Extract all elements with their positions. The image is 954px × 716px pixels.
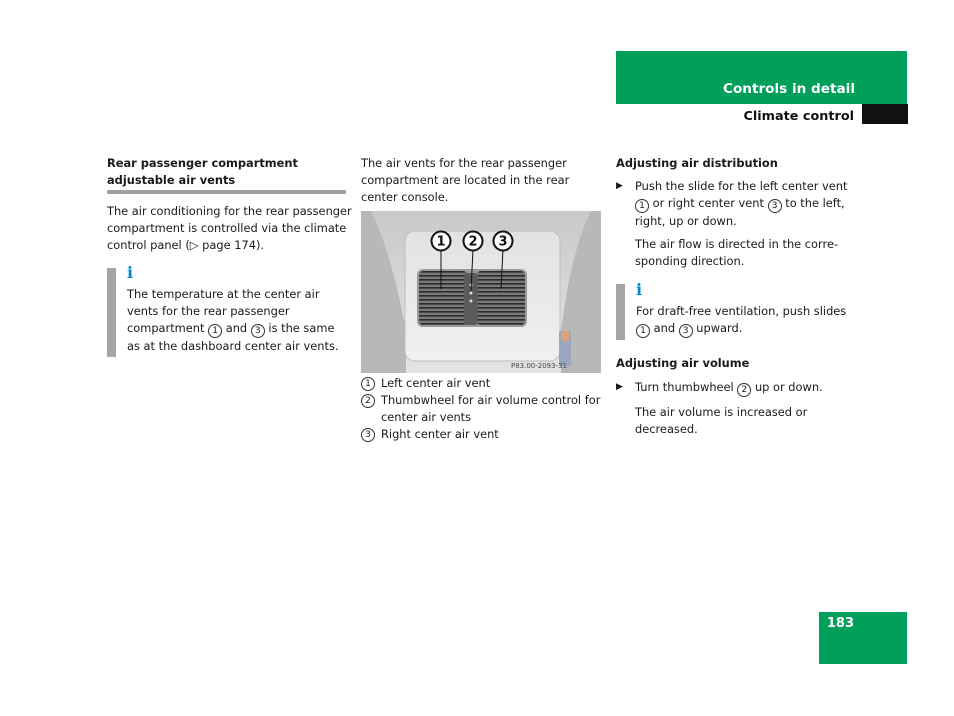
column-left (107, 155, 352, 189)
info-note-2 (636, 281, 851, 338)
step2-text-a: Turn thumbwheel (635, 380, 738, 394)
note-text-b: is the same as at the dashboard center air vents. (127, 321, 339, 353)
legend-num: 3 (361, 428, 375, 442)
callout-2: 2 (737, 383, 751, 397)
heading-rule (107, 190, 346, 194)
intro-vents-location: The air vents for the rear passenger compartment are located in the rear center console. (361, 156, 570, 204)
info-icon: i (636, 280, 643, 299)
callout-3: 3 (251, 324, 265, 338)
subsection-header: Climate control (743, 109, 854, 124)
callout-label-3: 3 (498, 234, 508, 250)
step1-text-c: to the left, right, up or down. (635, 196, 845, 228)
info-note-1 (127, 264, 349, 355)
note2-text-b: upward. (692, 321, 743, 335)
callout-3: 3 (768, 199, 782, 213)
legend-num: 2 (361, 394, 375, 408)
callout-1: 1 (208, 324, 222, 338)
note2-text-a: For draft-free ventilation, push slides (636, 304, 847, 318)
callout-3: 3 (679, 324, 693, 338)
section-header: Controls in detail (616, 51, 907, 104)
note2-and: and (650, 321, 679, 335)
callout-1: 1 (636, 324, 650, 338)
result-air-volume: The air volume is increased or decreased. (635, 405, 808, 436)
info-bar-1 (107, 268, 116, 357)
legend-list (361, 375, 606, 443)
heading-rear-vents: Rear passenger compartment adjustable air vents (107, 156, 298, 187)
intro-text: The air conditioning for the rear passenger compartment is controlled via the climate control panel ( (107, 204, 352, 252)
callout-label-1: 1 (436, 234, 446, 250)
subsection-marker (862, 104, 908, 124)
callout-marker-1 (432, 232, 451, 251)
column-right (616, 155, 856, 270)
vent-photo (361, 211, 601, 373)
step-turn-thumbwheel (616, 379, 856, 397)
page-number: 183 (819, 612, 907, 664)
note-and: and (222, 321, 251, 335)
legend-item (361, 426, 606, 443)
bullet-icon: ▶ (616, 181, 623, 191)
bullet-icon: ▶ (616, 382, 623, 392)
callout-label-2: 2 (468, 234, 478, 250)
info-bar-2 (616, 284, 625, 340)
result-air-flow: The air flow is directed in the corre-sponding direction. (635, 237, 839, 268)
page-ref-arrow: ▷ (189, 238, 199, 252)
step1-text-a: Push the slide for the left center vent (635, 179, 848, 193)
callout-marker-3 (494, 232, 513, 251)
legend-num: 1 (361, 377, 375, 391)
image-code: P83.00-2093-31 (510, 362, 568, 370)
intro-paragraph (107, 203, 352, 254)
legend-text: Left center air vent (381, 376, 491, 390)
callout-marker-2 (464, 232, 483, 251)
heading-air-distribution: Adjusting air distribution (616, 156, 778, 170)
heading-air-volume: Adjusting air volume (616, 356, 750, 370)
callout-1: 1 (635, 199, 649, 213)
step-push-slide (616, 178, 856, 230)
column-middle (361, 155, 601, 206)
legend-text: Right center air vent (381, 427, 499, 441)
page-ref-link[interactable]: page 174). (198, 238, 265, 252)
step2-text-b: up or down. (751, 380, 823, 394)
legend-text: Thumbwheel for air volume control for center air vents (381, 393, 601, 424)
step1-text-b: or right center vent (649, 196, 768, 210)
info-icon: i (127, 263, 134, 282)
note-text-a: The temperature at the center air vents for the rear passenger compartment (127, 287, 320, 335)
legend-item (361, 392, 606, 426)
legend-item (361, 375, 606, 392)
vent-illustration (361, 211, 601, 373)
section-air-volume (616, 355, 856, 438)
